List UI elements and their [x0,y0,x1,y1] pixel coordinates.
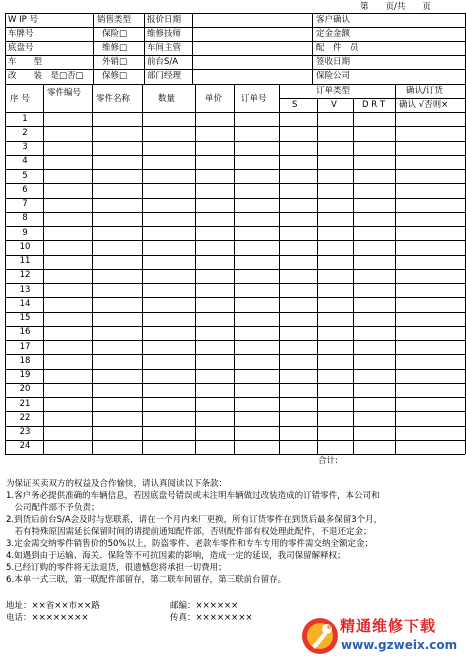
table-row-number: 5 [22,171,28,181]
table-row-number: 18 [19,356,31,366]
table-row-number: 19 [19,370,31,380]
row-divider [5,397,465,398]
table-row-number: 21 [19,399,31,409]
row-divider [5,340,465,341]
row-divider [5,426,465,427]
front-desk-sa-label: 前台S/A [147,57,179,67]
terms-line: 公司配件部不予负责； [6,503,100,513]
row-divider [5,240,465,241]
row-divider [5,212,465,213]
table-row-number: 22 [19,413,31,423]
table-row-number: 3 [22,142,28,152]
table-row-number: 6 [22,185,28,195]
terms-line: 2.到货后前台S/A会及时与您联系，请在一个月内来厂更换，所有订货零件在到货后最多保留3个月， [6,515,383,525]
quote-date-label: 报价日期 [147,15,182,25]
row-divider [5,312,465,313]
page-indicator: 第 页/共 页 [360,2,431,12]
col-order-type-header: 订单类型 [316,86,351,96]
table-row-number: 1 [22,114,28,124]
terms-intro: 为保证买卖双方的权益及合作愉快，请认真阅读以下条款： [6,479,228,489]
table-row-number: 13 [19,285,31,295]
col-v-header: V [331,100,337,110]
table-row-number: 2 [22,128,28,138]
col-part-name-header: 零件名称 [96,94,131,104]
footer-phone: 电话：×××××××× [6,613,89,623]
table-row-number: 15 [19,313,31,323]
footer-fax: 传真：×××××××× [170,613,253,623]
row-divider [5,226,465,227]
repair-checkbox-label: 维修□ [102,43,128,53]
table-row-number: 20 [19,384,31,394]
plate-number-label: 车牌号 [8,29,34,39]
row-divider [5,411,465,412]
watermark-brand: 精通维修下载 [340,617,437,635]
table-row-number: 7 [22,199,28,209]
maintenance-checkbox-label: 保修□ [102,71,128,81]
shop-supervisor-label: 车间主管 [147,43,182,53]
terms-line: 5.已经订购的零件将无法退货，很遗憾您将承担一切费用； [6,563,227,573]
external-sales-checkbox-label: 外销□ [102,57,128,67]
row-divider [5,283,465,284]
modified-yes-no-label: 改 装 是□否□ [8,71,84,81]
row-divider [5,440,465,441]
table-row-number: 16 [19,327,31,337]
col-drt-header: D R T [362,100,386,110]
table-row-number: 23 [19,427,31,437]
col-order-number-header: 订单号 [241,94,267,104]
col-s-header: S [292,100,298,110]
row-divider [5,326,465,327]
terms-line: 6.本单一式三联，第一联配件部留存，第二联车间留存，第三联前台留存。 [6,575,287,585]
warranty-checkbox-label: 保险□ [102,29,128,39]
terms-line: 若有特殊原因需延长保留时间的请提前通知配件部，否则配件部有权处理此配件，不退还定金； [6,527,372,537]
footer-postcode: 邮编：×××××× [170,601,239,611]
table-row-number: 14 [19,299,31,309]
row-divider [5,383,465,384]
col-confirm-order-header: 确认/订货 [406,86,443,96]
dept-manager-label: 部门经理 [147,71,182,81]
row-divider [5,126,465,127]
total-label: 合计: [318,456,338,466]
terms-line: 1.客户务必提供准确的车辆信息，若因底盘号错误或未注明车辆做过改装造成的订错零件，本公司和 [6,491,380,501]
row-divider [5,354,465,355]
col-unit-price-header: 单价 [205,94,223,104]
deposit-amount-label: 定金金额 [316,29,351,39]
wrench-logo-icon [300,612,340,658]
col-sequence-header: 序 号 [10,94,30,104]
table-row-number: 12 [19,270,31,280]
insurer-label: 保险公司 [316,71,351,81]
row-divider [5,155,465,156]
chassis-number-label: 底盘号 [8,43,34,53]
row-divider [5,297,465,298]
table-row-number: 24 [19,441,31,451]
row-divider [5,269,465,270]
row-divider [5,369,465,370]
sales-type-label: 销售类型 [97,15,132,25]
parts-clerk-label: 配 件 员 [316,43,359,53]
table-row-number: 8 [22,213,28,223]
table-row-number: 10 [19,242,31,252]
terms-line: 4.如遇到由于运输、海关、保险等不可抗因素的影响，造成一定的延误，我司保留解释权； [6,551,346,561]
table-row-number: 17 [19,342,31,352]
row-divider [5,141,465,142]
row-divider [5,183,465,184]
wip-number-label: W IP 号 [8,15,38,25]
sign-date-label: 签收日期 [316,57,351,67]
row-divider [5,169,465,170]
terms-line: 3.定金需交纳零件销售价的50%以上，防盗零件、老款车零件和专车专用的零件需交纳全额定金； [6,539,374,549]
footer-address: 地址：××省××市××路 [6,601,100,611]
table-row-number: 4 [22,156,28,166]
col-part-number-header: 零件编号 [47,88,82,98]
row-divider [5,255,465,256]
watermark-url: www.gzweix.com [341,638,458,652]
table-row-number: 11 [19,256,31,266]
table-row-number: 9 [22,228,28,238]
row-divider [5,198,465,199]
col-confirm-sub-header: 确认 √否则× [399,100,449,110]
col-quantity-header: 数量 [158,94,176,104]
customer-confirm-label: 客户确认 [316,15,351,25]
vehicle-model-label: 车 型 [8,57,43,67]
repair-technician-label: 维修技师 [147,29,182,39]
